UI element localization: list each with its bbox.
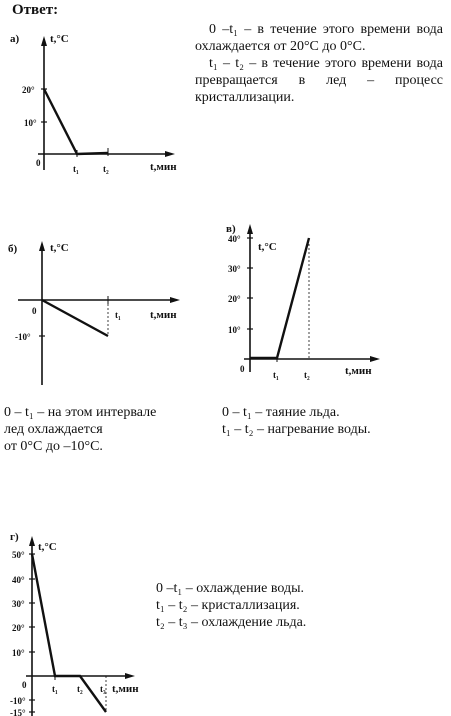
graph-b-y-axis-title: t,°C [50, 242, 69, 254]
graph-v-ytick: 30° [228, 264, 241, 274]
graph-g-ytick: 0 [22, 680, 27, 690]
graph-a-x-axis-title: t,мин [150, 161, 177, 173]
graph-g-ytick: -15° [10, 708, 26, 716]
graph-v-xtick: t₁ [273, 370, 279, 380]
graph-b-ytick: 0 [32, 306, 37, 316]
graph-g-ytick: 40° [12, 575, 25, 585]
graph-v-ytick: 0 [240, 364, 245, 374]
graph-a-label: а) [10, 33, 20, 45]
text-v-line: t₁ – t₂ – нагревание воды. [222, 422, 371, 437]
graph-g-y-axis-title: t,°C [38, 541, 57, 553]
graph-a-ytick: 10° [24, 118, 37, 128]
text-a [195, 21, 443, 106]
graph-a-line [44, 89, 108, 154]
graph-v-label: в) [226, 223, 236, 235]
graph-v-x-axis-title: t,мин [345, 365, 372, 377]
answer-heading: Ответ: [12, 2, 59, 18]
graph-a-ytick: 0 [36, 158, 41, 168]
graph-b-line [42, 300, 108, 336]
text-g-line: t₂ – t₃ – охлаждение льда. [156, 615, 307, 630]
graph-a-xtick: t₁ [73, 164, 79, 174]
text-a-paragraph-2: t₁ – t₂ – в течение этого времени вода превращается в лед – процесс кристаллизации. [195, 56, 443, 105]
graph-g-ytick: -10° [10, 696, 26, 706]
text-v [222, 404, 442, 438]
graph-g-line [32, 554, 106, 712]
graph-a-y-axis-title: t,°C [50, 33, 69, 45]
graph-b-xtick: t₁ [115, 310, 121, 320]
text-b [4, 404, 204, 455]
graph-b-x-axis-title: t,мин [150, 309, 177, 321]
graph-a-ytick: 20° [22, 85, 35, 95]
graph-v-xtick: t₂ [304, 370, 310, 380]
graph-v-ytick: 20° [228, 294, 241, 304]
graph-g-ytick: 10° [12, 648, 25, 658]
graph-v-ytick: 10° [228, 325, 241, 335]
graph-g-x-axis-title: t,мин [112, 683, 139, 695]
graph-b-label: б) [8, 243, 18, 255]
graph-a-xtick: t₂ [103, 164, 109, 174]
graph-g-ytick: 20° [12, 623, 25, 633]
text-b-line: лед охлаждается [4, 422, 103, 437]
graph-v-y-axis-title: t,°C [258, 241, 277, 253]
graph-g-label: г) [10, 531, 19, 543]
graph-g-ytick: 30° [12, 599, 25, 609]
text-b-line: от 0°С до –10°С. [4, 439, 103, 454]
text-g-line: t₁ – t₂ – кристаллизация. [156, 598, 300, 613]
graph-g-ytick: 50° [12, 550, 25, 560]
graph-g-xtick: t₃ [100, 684, 106, 694]
graph-b-ytick: -10° [15, 332, 31, 342]
text-a-paragraph-1: 0 –t₁ – в течение этого времени вода охлаждается от 20°С до 0°С. [195, 22, 443, 54]
graph-v-line [250, 238, 309, 358]
text-g-line: 0 –t₁ – охлаждение воды. [156, 581, 304, 596]
text-b-line: 0 – t₁ – на этом интервале [4, 405, 157, 420]
graph-g-xtick: t₂ [77, 684, 83, 694]
graph-g-xtick: t₁ [52, 684, 58, 694]
text-g [156, 580, 416, 631]
text-v-line: 0 – t₁ – таяние льда. [222, 405, 340, 420]
graph-v-ytick: 40° [228, 234, 241, 244]
